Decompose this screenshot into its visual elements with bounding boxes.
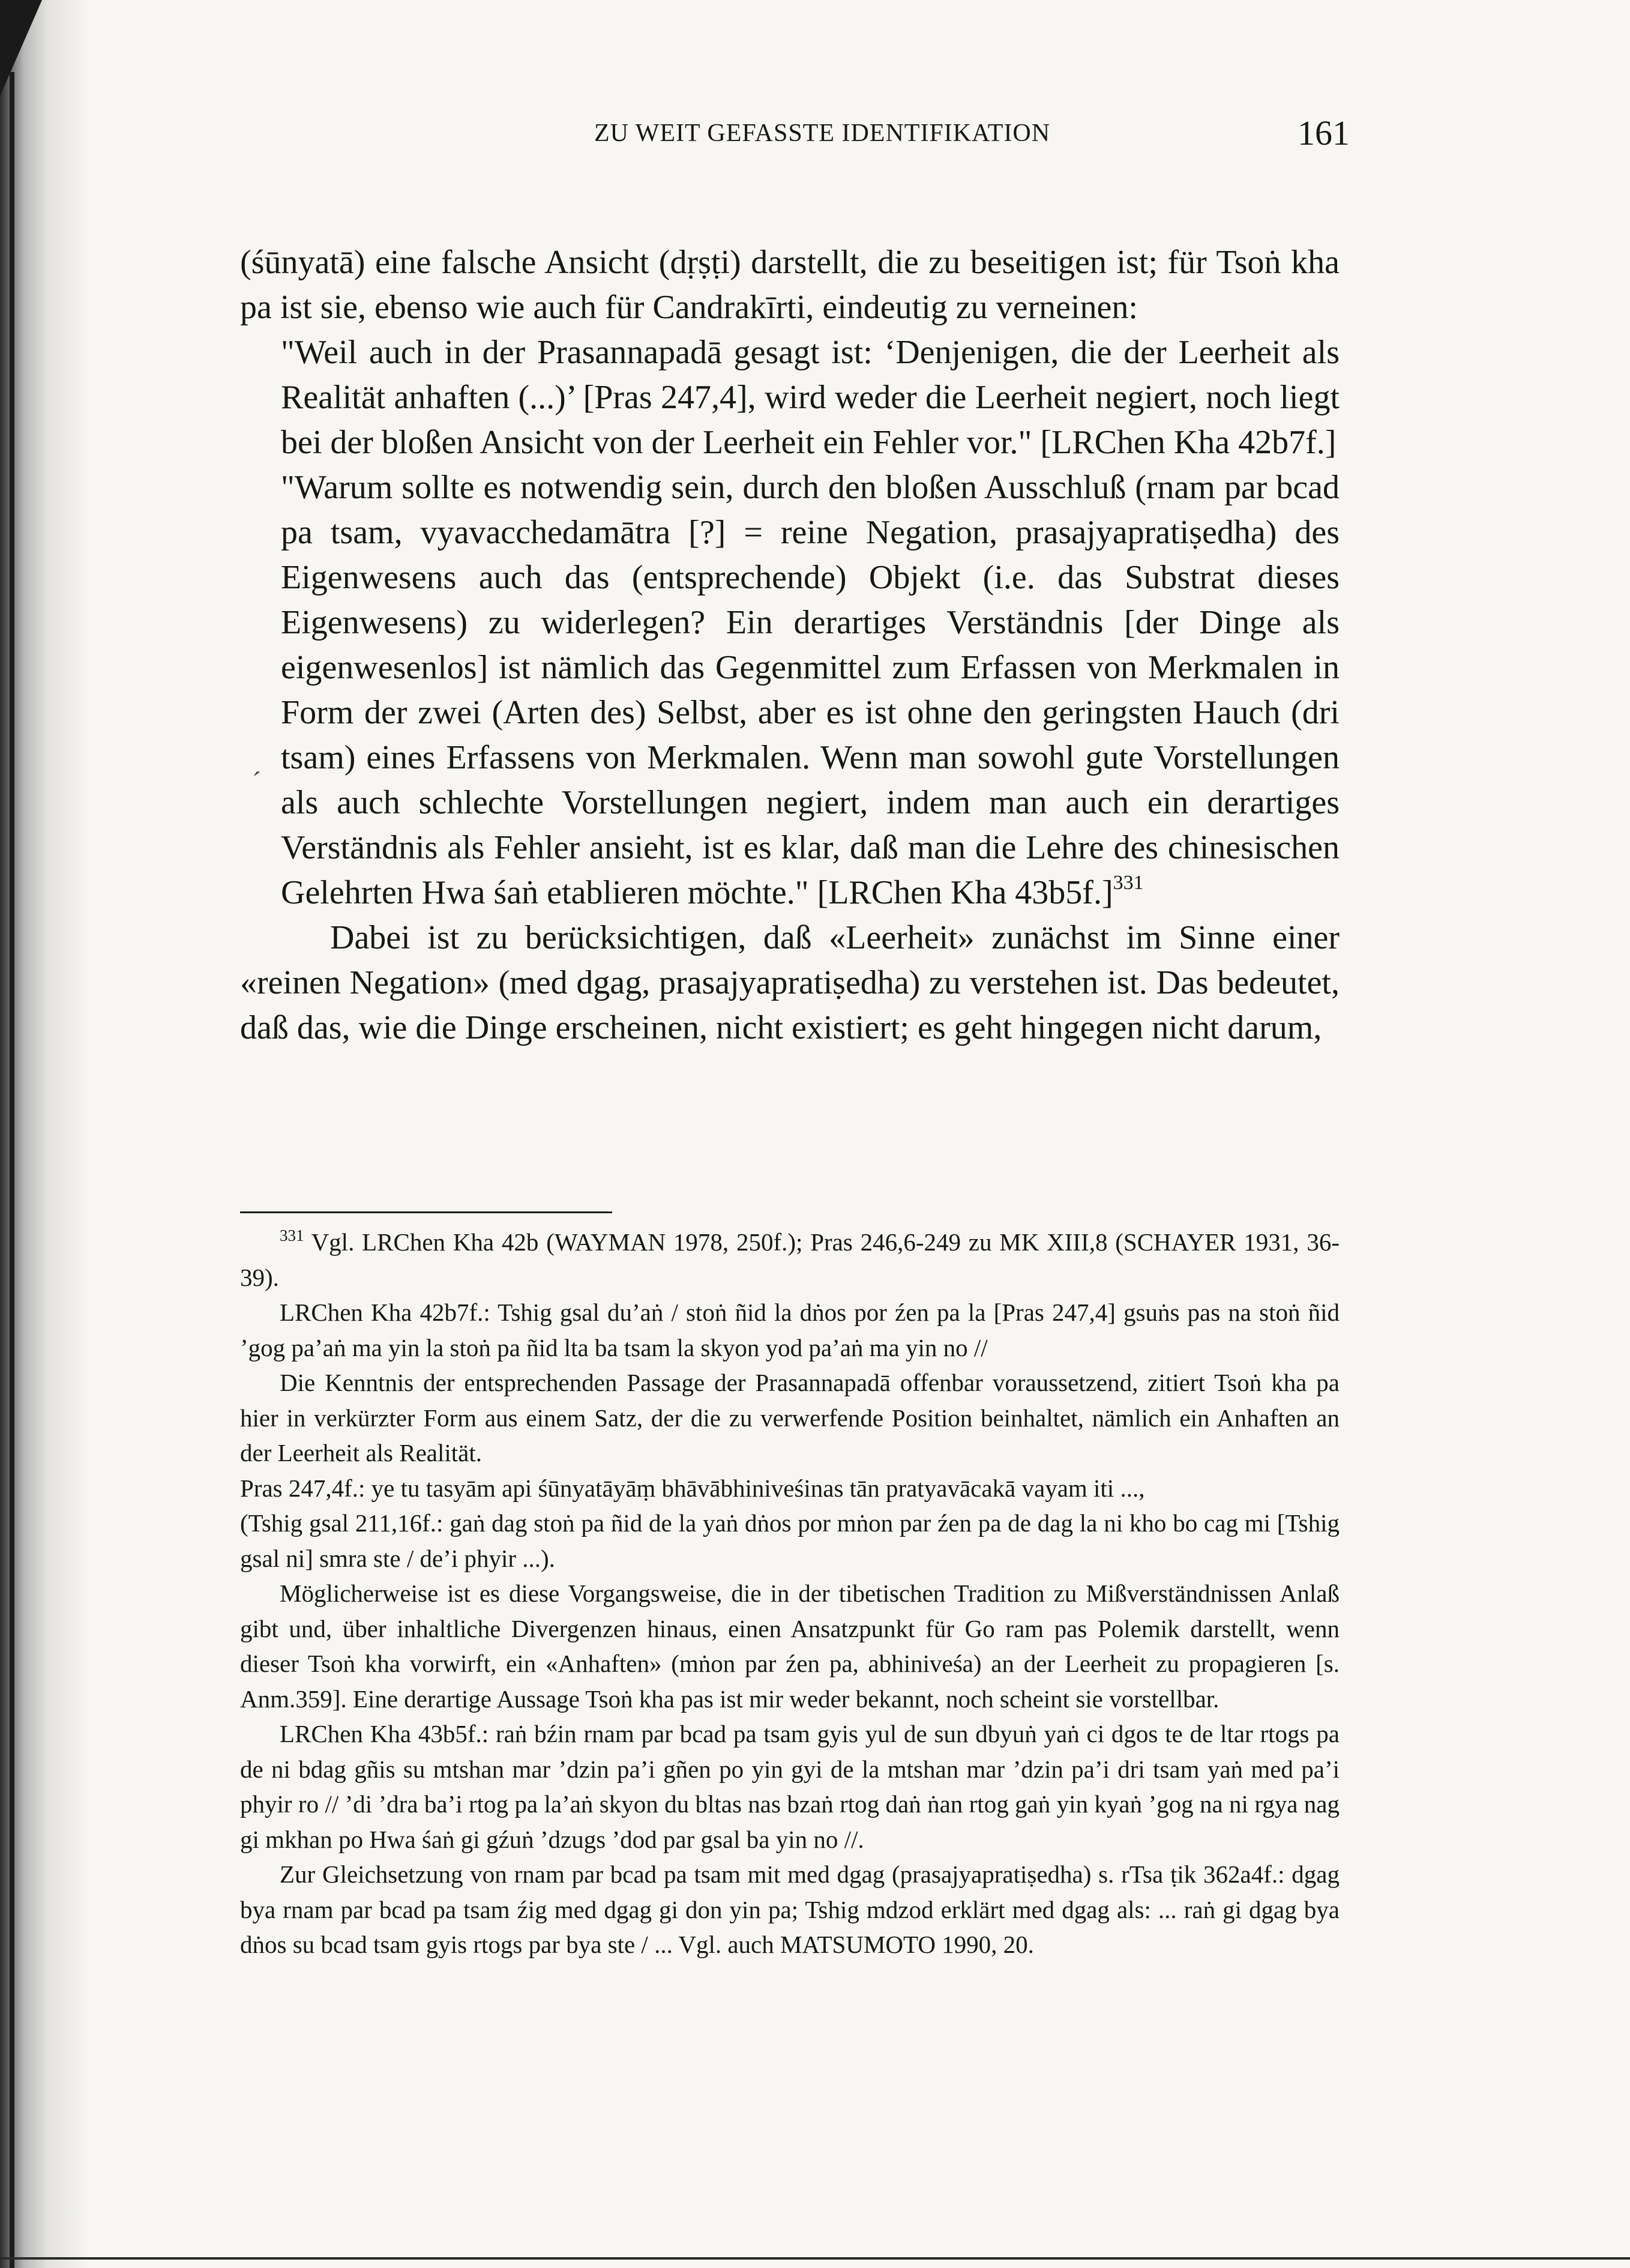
footnote-line: Zur Gleichsetzung von rnam par bcad pa tsam mit med dgag (prasajyapratiṣedha) s. rTsa ṭik 362a4f.: dgag bya rnam par bcad pa tsam źig med dgag gi don yin pa; Tshig mdzod erklärt med dgag als: ... raṅ gi dgag bya dṅos su bcad tsam gyis rtogs par bya ste / ... Vgl. auch MATSUMOTO 1990, 20. <box>240 1860 1340 1958</box>
book-spine-edge <box>10 72 14 2268</box>
footnote-line: LRChen Kha 42b7f.: Tshig gsal du’aṅ / stoṅ ñid la dṅos por źen pa la [Pras 247,4] gsuṅs pas na stoṅ ñid ’gog pa’aṅ ma yin la stoṅ pa ñid lta ba tsam la skyon yod pa’aṅ ma yin no // <box>240 1298 1340 1362</box>
book-spine-corner <box>0 0 42 96</box>
scan-bottom-edge <box>0 2257 1630 2260</box>
paragraph-dabei: Dabei ist zu berücksichtigen, daß «Leerheit» zunächst im Sinne einer «reinen Negation» (med dgag, prasajyapratiṣedha) zu verstehen ist. Das bedeutet, daß das, wie die Dinge erscheinen, nicht existiert; es geht hingegen nicht darum, <box>240 919 1340 1046</box>
footnote-line: Pras 247,4f.: ye tu tasyām api śūnyatāyāṃ bhāvābhiniveśinas tān pratyavācakā vayam iti ..., <box>240 1474 1145 1502</box>
footnote-number: 331 <box>280 1226 304 1244</box>
footnote-line: Die Kenntnis der entsprechenden Passage der Prasannapadā offenbar voraussetzend, zitiert Tsoṅ kha pa hier in verkürzter Form aus einem Satz, der die zu verwerfende Position beinhaltet, nämlich ein Anhaften an der Leerheit als Realität. <box>240 1369 1340 1467</box>
quote-2-text: "Warum sollte es notwendig sein, durch den bloßen Ausschluß (rnam par bcad pa tsam, vyavacchedamātra [?] = reine Negation, prasajyapratiṣedha) des Eigenwesens auch das (entsprechende) Objekt (i.e. das Substrat dieses Eigenwesens) zu widerlegen? Ein derartiges Verständnis [der Dinge als eigenwesenlos] ist nämlich das Gegenmittel zum Erfassen von Merkmalen in Form der zwei (Arten des) Selbst, aber es ist ohne den geringsten Hauch (dri tsam) eines Erfassens von Merkmalen. Wenn man sowohl gute Vorstellungen als auch schlechte Vorstellungen negiert, indem man auch ein derartiges Verständnis als Fehler ansieht, ist es klar, daß man die Lehre des chinesischen Gelehrten Hwa śaṅ etablieren möchte." [LRChen Kha 43b5f.] <box>281 469 1340 911</box>
paragraph-intro: (śūnyatā) eine falsche Ansicht (dṛṣṭi) darstellt, die zu beseitigen ist; für Tsoṅ kha pa ist sie, ebenso wie auch für Candrakīrti, eindeutig zu verneinen: <box>240 244 1340 326</box>
running-head: ZU WEIT GEFASSTE IDENTIFIKATION <box>594 119 1051 147</box>
footnote-line: (Tshig gsal 211,16f.: gaṅ dag stoṅ pa ñid de la yaṅ dṅos por mṅon par źen pa de dag la ni kho bo cag mi [Tshig gsal ni] smra ste / de’i phyir ...). <box>240 1509 1340 1572</box>
page-number: 161 <box>1298 113 1350 152</box>
footnote-line: Möglicherweise ist es diese Vorgangsweise, die in der tibetischen Tradition zu Mißverständnissen Anlaß gibt und, über inhaltliche Divergenzen hinaus, einen Ansatzpunkt für Go ram pas Polemik darstellt, wenn dieser Tsoṅ kha vorwirft, ein «Anhaften» (mṅon par źen pa, abhiniveśa) an der Leerheit zu propagieren [s. Anm.359]. Eine derartige Aussage Tsoṅ kha pas ist mir weder bekannt, noch scheint sie vorstellbar. <box>240 1579 1340 1713</box>
main-text <box>240 240 1340 1051</box>
quote-2 <box>240 465 1340 915</box>
footnote-line: LRChen Kha 43b5f.: raṅ bźin rnam par bcad pa tsam gyis yul de sun dbyuṅ yaṅ ci dgos te de ltar rtogs pa de ni bdag gñis su mtshan mar ’dzin pa’i gñen po yin gyi de la mtshan mar ’dzin pa’i dri tsam yaṅ med pa’i phyir ro // ’di ’dra ba’i rtog pa la’aṅ skyon du bltas nas bzaṅ rtog daṅ ṅan rtog gaṅ yin kyaṅ ’gog na ni rgya nag gi mkhan po Hwa śaṅ gi gźuṅ ’dzugs ’dod par gsal ba yin no //. <box>240 1720 1340 1853</box>
quote-1: "Weil auch in der Prasannapadā gesagt ist: ‘Denjenigen, die der Leerheit als Realität anhaften (...)’ [Pras 247,4], wird weder die Leerheit negiert, noch liegt bei der bloßen Ansicht von der Leerheit ein Fehler vor." [LRChen Kha 42b7f.] <box>281 334 1340 461</box>
footnote-line: Vgl. LRChen Kha 42b (WAYMAN 1978, 250f.); Pras 246,6-249 zu MK XIII,8 (SCHAYER 1931, 36-39). <box>240 1228 1340 1291</box>
footnotes <box>240 1225 1340 1962</box>
scan-mark: ˊ <box>252 766 262 797</box>
footnote-331 <box>240 1225 1340 1295</box>
footnote-reference: 331 <box>1113 872 1144 894</box>
footnote-rule <box>240 1211 612 1213</box>
